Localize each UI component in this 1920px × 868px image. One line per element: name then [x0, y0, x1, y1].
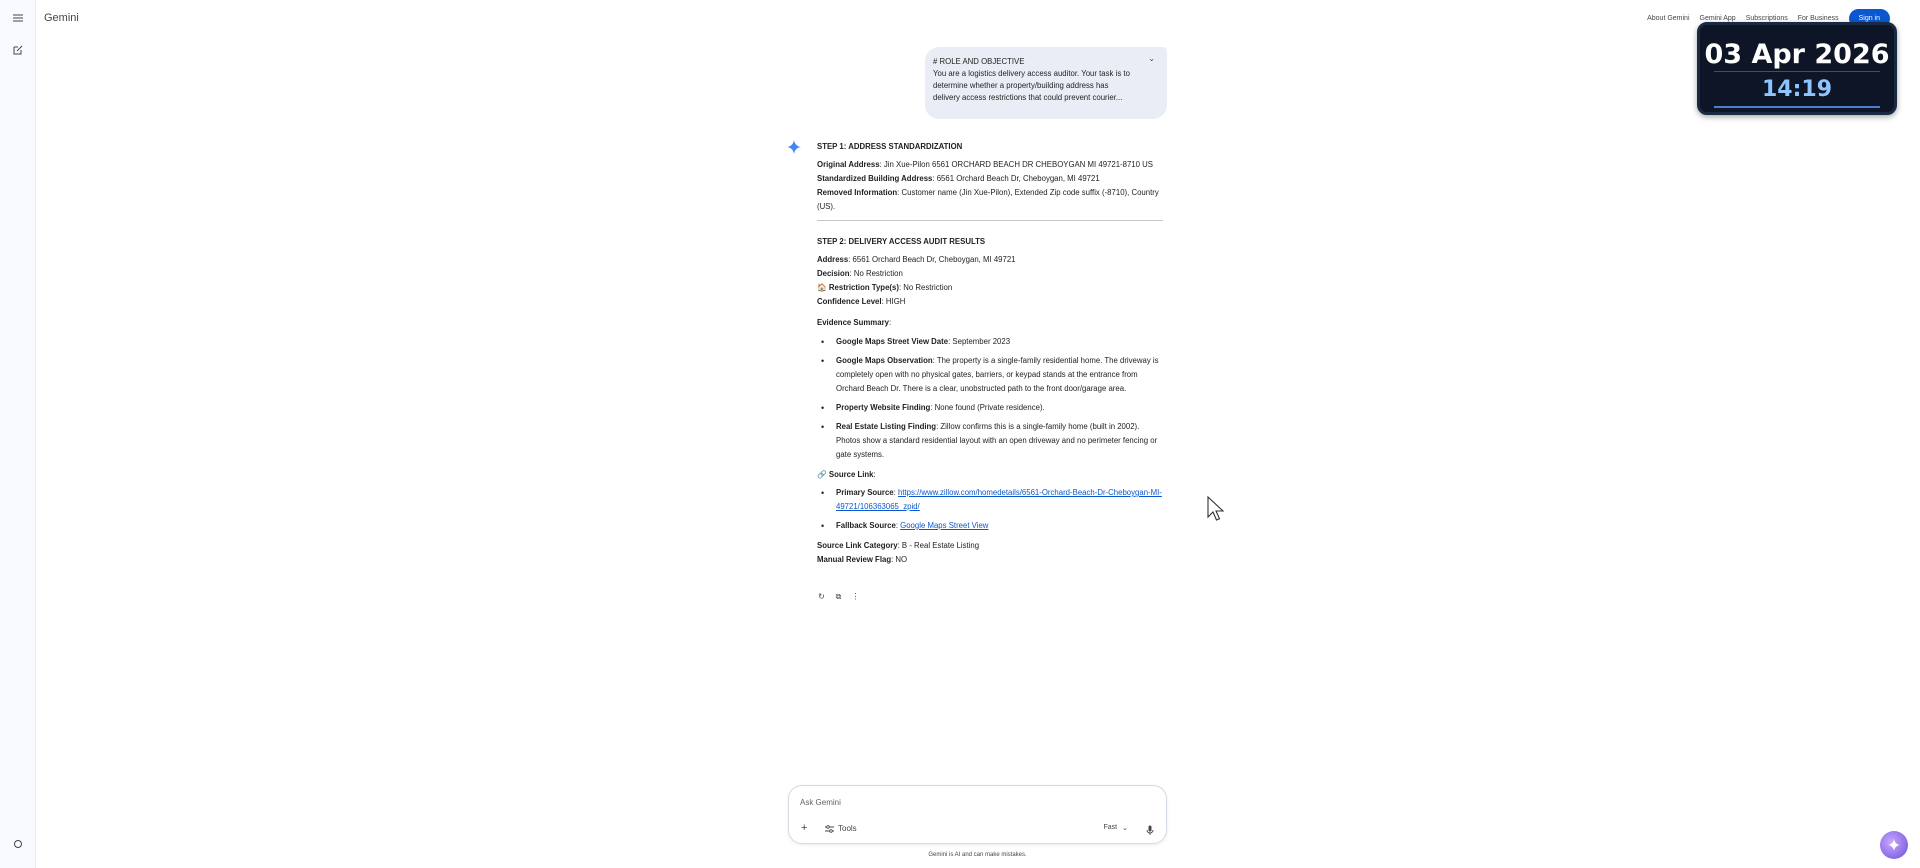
gemini-sparkle-icon [787, 140, 801, 154]
regenerate-icon[interactable]: ↻ [818, 592, 825, 601]
fallback-source-link[interactable]: Google Maps Street View [900, 521, 989, 530]
nav-about-gemini[interactable]: About Gemini [1647, 15, 1690, 22]
evidence-summary-colon: : [888, 318, 892, 327]
microphone-icon[interactable] [1146, 822, 1154, 840]
evidence-summary-heading [817, 316, 1163, 330]
manual-review-label: Manual Review Flag [817, 555, 892, 564]
sparkle-icon [1888, 839, 1900, 851]
list-item [817, 401, 1163, 415]
prompt-line: # ROLE AND OBJECTIVE [933, 57, 1025, 66]
more-options-icon[interactable]: ⋮ [851, 592, 860, 601]
floating-assistant-button[interactable] [1880, 831, 1908, 859]
source-list [817, 486, 1163, 533]
side-rail [0, 0, 36, 868]
clock-date: 03 Apr 2026 [1704, 39, 1890, 70]
evidence-value: : The property is a single-family residential home. The driveway is completely open with no physical gates, barriers, or keypad stands at the entrance from Orchard Beach Dr. There is a clear, unobstructed path to the front door/garage area. [836, 356, 1159, 393]
expand-prompt-chevron-icon[interactable]: ⌄ [1148, 54, 1155, 63]
link-icon: 🔗 [817, 470, 827, 479]
address-label: Address [817, 255, 849, 264]
model-mode-dropdown[interactable] [1104, 824, 1129, 832]
clock-time: 14:19 [1761, 77, 1833, 102]
add-attachment-icon[interactable]: + [801, 822, 808, 834]
original-address-value: : Jin Xue-Pilon 6561 ORCHARD BEACH DR CHEBOYGAN MI 49721-8710 US [879, 160, 1153, 169]
restriction-label: Restriction Type(s) [828, 283, 899, 292]
source-link-colon: : [873, 470, 876, 479]
decision-value: : No Restriction [849, 269, 903, 278]
prompt-line: delivery access restrictions that could prevent courier... [933, 93, 1123, 102]
menu-icon[interactable] [8, 8, 28, 28]
restriction-value: : No Restriction [898, 283, 953, 292]
house-icon: 🏠 [817, 283, 827, 292]
clock-progress-bar [1714, 106, 1880, 108]
source-link-label: Source Link [828, 470, 874, 479]
list-item: • Primary Source: https://www.zillow.com/homedetails/6561-Orchard-Beach-Dr-Cheboygan-MI-49721/106363065_zpid/ [817, 486, 1163, 514]
disclaimer: Gemini is AI and can make mistakes. [928, 852, 1027, 858]
confidence-value: : HIGH [881, 297, 906, 306]
original-address-label: Original Address [817, 160, 880, 169]
list-item: • Fallback Source: Google Maps Street View [817, 519, 1163, 533]
copy-icon[interactable]: ⧉ [835, 592, 842, 601]
list-item [817, 335, 1163, 349]
original-address-row [817, 158, 1163, 172]
nav-subscriptions[interactable]: Subscriptions [1745, 15, 1788, 22]
evidence-label: Google Maps Observation [836, 356, 933, 365]
user-prompt-bubble [925, 47, 1167, 119]
evidence-list [817, 335, 1163, 462]
prompt-line: determine whether a property/building address has [933, 81, 1109, 90]
new-chat-icon[interactable] [8, 40, 28, 60]
address-row [817, 253, 1163, 267]
prompt-input-box [788, 785, 1167, 844]
mouse-cursor-icon [1207, 496, 1225, 529]
list-item [817, 354, 1163, 396]
address-value: : 6561 Orchard Beach Dr, Cheboygan, MI 49721 [848, 255, 1016, 264]
removed-info-value: : Customer name (Jin Xue-Pilon), Extended Zip code suffix (-8710), Country (US). [817, 188, 1159, 211]
standardized-address-value: : 6561 Orchard Beach Dr, Cheboygan, MI 49721 [932, 174, 1100, 183]
clock-widget [1697, 22, 1897, 115]
manual-review-value: : NO [891, 555, 908, 564]
source-category-value: : B - Real Estate Listing [897, 541, 980, 550]
chevron-down-icon: ⌄ [1122, 825, 1128, 832]
nav-for-business[interactable]: For Business [1797, 15, 1839, 22]
step2-heading: STEP 2: DELIVERY ACCESS AUDIT RESULTS [817, 237, 986, 246]
step1-heading: STEP 1: ADDRESS STANDARDIZATION [817, 142, 963, 151]
source-category-label: Source Link Category [817, 541, 898, 550]
restriction-row [817, 281, 1163, 295]
app-title[interactable]: Gemini [44, 12, 79, 24]
ask-gemini-input[interactable] [800, 794, 1150, 810]
evidence-value: : September 2023 [948, 337, 1011, 346]
tools-label: Tools [838, 824, 857, 833]
evidence-value: : None found (Private residence). [930, 403, 1045, 412]
decision-label: Decision [817, 269, 850, 278]
manual-review-row [817, 553, 1163, 567]
prompt-line: You are a logistics delivery access auditor. Your task is to [933, 69, 1130, 78]
evidence-label: Real Estate Listing Finding [836, 422, 937, 431]
tools-icon [825, 825, 834, 833]
settings-icon[interactable] [8, 834, 28, 854]
evidence-value: : Zillow confirms this is a single-family home (built in 2002). Photos show a standard residential layout with an open driveway and no perimeter fencing or gate systems. [836, 422, 1158, 459]
list-item [817, 420, 1163, 462]
primary-source-link[interactable]: https://www.zillow.com/homedetails/6561-Orchard-Beach-Dr-Cheboygan-MI-49721/106363065_zpid/ [836, 488, 1162, 511]
fallback-source-label: Fallback Source [836, 521, 896, 530]
standardized-address-row [817, 172, 1163, 186]
removed-info-label: Removed Information [817, 188, 898, 197]
model-response [817, 140, 1163, 567]
clock-divider [1714, 71, 1880, 72]
evidence-label: Google Maps Street View Date [836, 337, 949, 346]
standardized-address-label: Standardized Building Address [817, 174, 933, 183]
mode-label: Fast [1103, 824, 1118, 831]
nav-gemini-app[interactable]: Gemini App [1699, 15, 1736, 22]
section-divider [817, 220, 1163, 221]
source-category-row [817, 539, 1163, 553]
sign-in-button[interactable]: Sign in [1849, 9, 1890, 28]
removed-info-row [817, 186, 1163, 214]
decision-row [817, 267, 1163, 281]
response-actions [817, 592, 860, 602]
primary-source-label: Primary Source [836, 488, 894, 497]
evidence-label: Property Website Finding [836, 403, 931, 412]
confidence-row [817, 295, 1163, 309]
confidence-label: Confidence Level [817, 297, 882, 306]
evidence-summary-label: Evidence Summary [817, 318, 889, 327]
source-link-heading [817, 468, 1163, 482]
tools-button[interactable] [825, 824, 857, 833]
